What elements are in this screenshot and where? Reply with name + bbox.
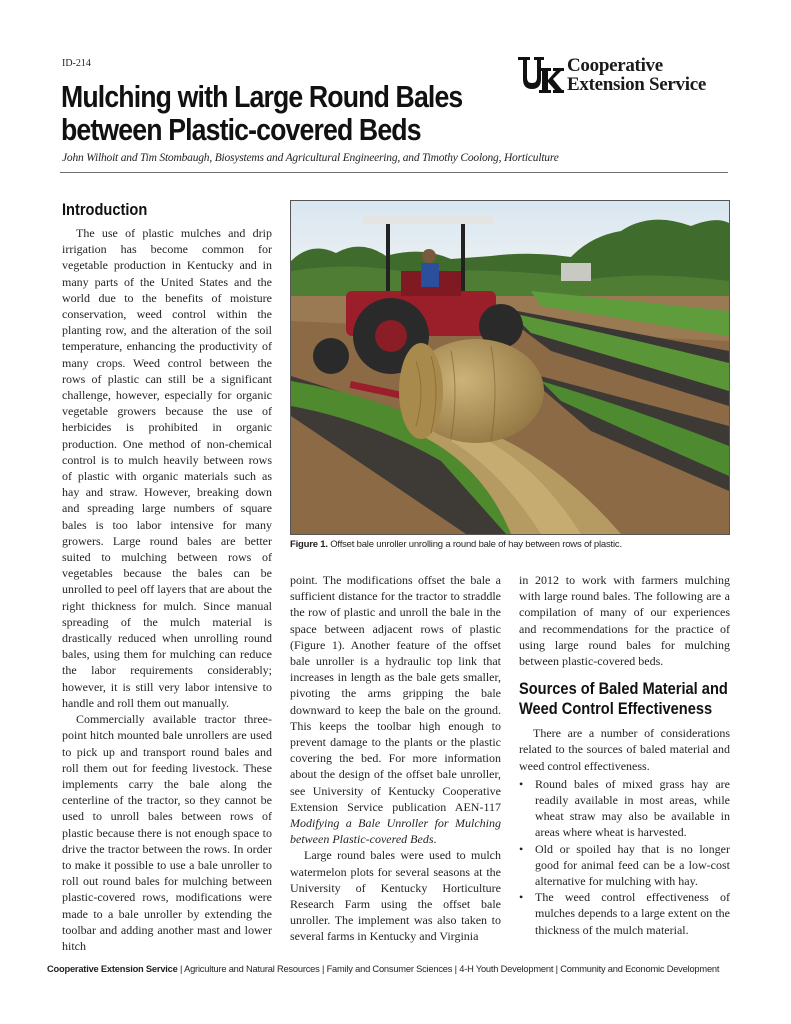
figure-1-photo [290, 200, 730, 535]
title-line-2: between Plastic-covered Beds [61, 112, 421, 147]
column-right [519, 572, 730, 938]
logo-line-2: Extension Service [567, 74, 706, 95]
publication-reference-title: Modifying a Bale Unroller for Mulching between Plastic-covered Beds [290, 816, 501, 847]
sources-bullet-list [519, 776, 730, 938]
footer-separator: | [452, 964, 460, 974]
publication-id: ID-214 [62, 58, 91, 69]
footer-separator: | [553, 964, 561, 974]
intro-paragraph-2: Commercially available tractor three-point hitch mounted bale unrollers are used to pick up and transport round bales and roll them out for feeding livestock. These implements carry the bale along the centerline of the tractor, so they cannot be used to unroll bales between rows of plastic because there is not enough space to drive the tractor between the rows. In order to make it possible to use a bale unroller to roll out round bales for mulching between plastic-covered rows, modifications were made to a bale unroller by extending the toolbar and adding another mast and lower hitch [62, 712, 272, 953]
header-rule [60, 172, 728, 173]
footer-item: 4-H Youth Development [459, 964, 554, 974]
title-line-1: Mulching with Large Round Bales [61, 79, 463, 114]
figure-1-caption [290, 539, 730, 550]
figure-1-caption-text: Offset bale unroller unrolling a round bale of hay between rows of plastic. [327, 539, 622, 550]
intro-paragraph-5: in 2012 to work with farmers mulching with large round bales. The following are a compilation of many of our experiences and recommendations for the practice of using large round bales for mulching between plastic-covered beds. [519, 573, 730, 669]
footer-bar [47, 964, 719, 974]
figure-1-label: Figure 1. [290, 539, 328, 550]
footer-separator: | [177, 964, 185, 974]
footer-item: Community and Economic Development [560, 964, 720, 974]
sources-heading [519, 679, 728, 719]
logo-wordmark [567, 56, 706, 94]
uk-monogram-icon [517, 56, 565, 94]
authors-line: John Wilhoit and Tim Stombaugh, Biosystems and Agricultural Engineering, and Timothy Coolong, Horticulture [62, 152, 559, 164]
footer-item: Agriculture and Natural Resources [184, 964, 320, 974]
list-item: • The weed control effectiveness of mulches depends to a large extent on the thickness of the mulch material. [519, 889, 730, 938]
introduction-heading: Introduction [62, 200, 148, 219]
list-item: • Round bales of mixed grass hay are readily available in most areas, while wheat straw may also be available in areas where wheat is harvested. [519, 776, 730, 841]
logo-line-1: Cooperative [567, 55, 663, 76]
uk-extension-logo [517, 56, 732, 98]
column-middle [290, 572, 501, 945]
document-title [61, 80, 465, 146]
column-left [62, 200, 272, 954]
paragraph-3-end: . [433, 832, 437, 847]
intro-paragraph-1: The use of plastic mulches and drip irrigation has become common for vegetable production in Kentucky and in many parts of the United States and the world due to the benefits of moisture conservation, weed control within the planting row, and the alteration of the soil temperature, enhancing the productivity of many crops. Weed control between the rows of plastic can still be a significant challenge, however, especially for organic vegetable growers because the use of herbicides is prohibited in organic production. One method of non-chemical control is to mulch heavily between rows of plastic with organic materials such as hay and straw. However, breaking down and spreading large numbers of square bales is too labor intensive for many growers. Large round bales are better suited to mulching between rows of vegetables because the bales can be unrolled to peel off layers that are about the right thickness for mulch. Since manual spreading of the mulch material is drastically reduced when unrolling round bales, using them for mulching can reduce the labor requirements considerably; however, it is still very labor intensive to handle and roll them out manually. [62, 226, 272, 710]
intro-paragraph-4: Large round bales were used to mulch watermelon plots for several seasons at the University of Kentucky Horticulture Research Farm using the offset bale unroller. The implement was also taken to several farms in Kentucky and Virginia [290, 848, 501, 944]
footer-item: Family and Consumer Sciences [326, 964, 453, 974]
sources-intro: There are a number of considerations related to the sources of baled material and weed control effectiveness. [519, 726, 730, 773]
sources-heading-line-1: Sources of Baled Material and [519, 679, 728, 699]
footer-separator: | [319, 964, 327, 974]
list-item: • Old or spoiled hay that is no longer good for animal feed can be a low-cost alternative for mulching with hay. [519, 841, 730, 890]
tractor-bale-photo [291, 201, 729, 534]
sources-heading-line-2: Weed Control Effectiveness [519, 699, 713, 719]
paragraph-3-text: point. The modifications offset the bale a sufficient distance for the tractor to straddle the row of plastic and unroll the bale in the space between adjacent rows of plastic (Figure 1). Another feature of the offset bale unroller is a hydraulic top link that increases in length as the bale gets smaller, pivoting the arms gripping the bale downward to keep the bale on the ground. This keeps the toolbar high enough to prevent damage to the plants or the plastic covering the bed. For more information about the design of the offset bale unroller, see University of Kentucky Cooperative Extension Service publication AEN-117 [290, 573, 501, 814]
footer-brand: Cooperative Extension Service [47, 964, 178, 974]
intro-paragraph-3 [290, 572, 501, 847]
